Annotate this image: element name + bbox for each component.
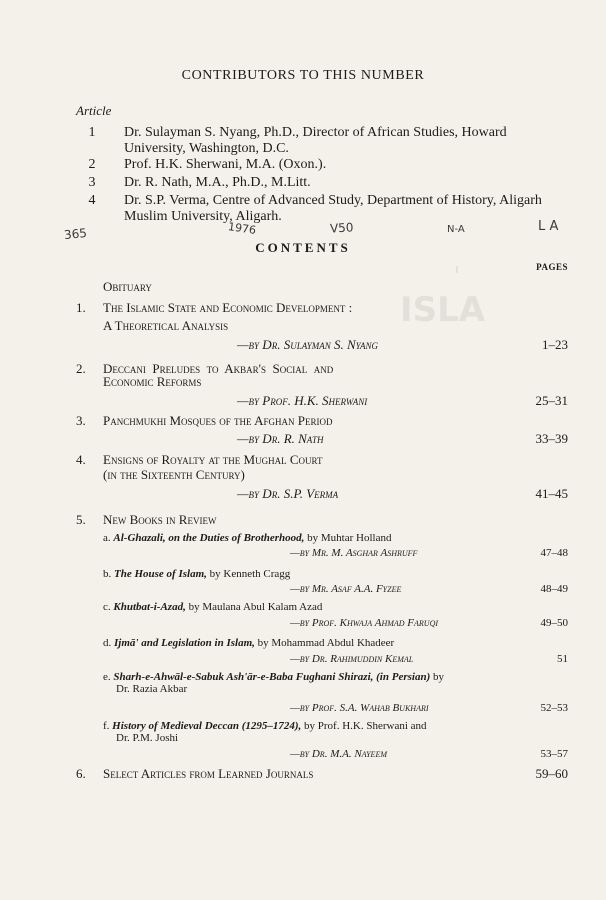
contributor-text: Prof. H.K. Sherwani, M.A. (Oxon.). bbox=[124, 157, 327, 172]
handwritten-note: N-A bbox=[447, 224, 465, 235]
review-pages: 52–53 bbox=[540, 702, 568, 714]
item-number: 5. bbox=[76, 512, 86, 527]
item-title: (in the Sixteenth Century) bbox=[103, 467, 245, 482]
review-letter: f. bbox=[103, 720, 110, 732]
review-byline: —by Mr. Asaf A.A. Fyzee bbox=[290, 583, 402, 595]
review-author: by Maulana Abul Kalam Azad bbox=[185, 601, 323, 613]
review-entry bbox=[103, 601, 523, 614]
review-byline: —by Prof. S.A. Wahab Bukhari bbox=[290, 702, 429, 714]
review-byline: —by Mr. M. Asghar Ashruff bbox=[290, 547, 418, 559]
review-author: by Mohammad Abdul Khadeer bbox=[254, 637, 395, 649]
item-title: New Books in Review bbox=[103, 512, 217, 527]
contributor-number: 4 bbox=[88, 193, 96, 208]
review-author: by bbox=[430, 671, 444, 683]
handwritten-note: 1976 bbox=[227, 220, 257, 237]
item-title: Economic Reforms bbox=[103, 374, 202, 389]
review-title: Al-Ghazali, on the Duties of Brotherhood, bbox=[113, 532, 305, 544]
article-label: Article bbox=[76, 103, 112, 118]
review-entry bbox=[103, 637, 523, 650]
item-title: Select Articles from Learned Journals bbox=[103, 766, 314, 781]
item-title: A Theoretical Analysis bbox=[103, 318, 229, 333]
contributor-number: 2 bbox=[88, 157, 96, 172]
item-pages: 25–31 bbox=[535, 393, 568, 408]
item-pages: 59–60 bbox=[535, 766, 568, 781]
review-pages: 48–49 bbox=[540, 583, 568, 595]
contributor-text: Dr. R. Nath, M.A., Ph.D., M.Litt. bbox=[124, 175, 311, 190]
review-byline: —by Dr. M.A. Nayeem bbox=[290, 748, 387, 760]
review-letter: d. bbox=[103, 637, 112, 649]
item-title: Ensigns of Royalty at the Mughal Court bbox=[103, 452, 323, 467]
review-entry bbox=[103, 532, 523, 545]
contributor-number: 1 bbox=[88, 125, 96, 140]
obituary-entry: Obituary bbox=[103, 279, 152, 294]
pages-label: PAGES bbox=[536, 262, 568, 272]
item-number: 1. bbox=[76, 300, 86, 315]
item-number: 3. bbox=[76, 413, 86, 428]
review-author: by Prof. H.K. Sherwani and bbox=[301, 720, 427, 732]
review-pages: 47–48 bbox=[540, 547, 568, 559]
review-entry bbox=[103, 568, 523, 581]
item-pages: 33–39 bbox=[535, 431, 568, 446]
item-number: 2. bbox=[76, 361, 86, 376]
item-byline: —by Dr. S.P. Verma bbox=[237, 486, 339, 501]
review-title: Khutbat-i-Azad, bbox=[113, 601, 186, 613]
review-author: by Muhtar Holland bbox=[304, 532, 392, 544]
contributor-text: Dr. S.P. Verma, Centre of Advanced Study, Department of History, Aligarh Muslim University, Aligarh. bbox=[124, 193, 542, 224]
review-title: The House of Islam, bbox=[114, 568, 207, 580]
review-pages: 49–50 bbox=[540, 617, 568, 629]
review-title: History of Medieval Deccan (1295–1724), bbox=[112, 720, 302, 732]
review-pages: 53–57 bbox=[540, 748, 568, 760]
item-byline: —by Dr. R. Nath bbox=[237, 431, 324, 446]
review-letter: c. bbox=[103, 601, 111, 613]
handwritten-note: 365 bbox=[63, 225, 88, 243]
review-letter: e. bbox=[103, 671, 111, 683]
item-title: Deccani Preludes to Akbar's Social and bbox=[103, 361, 334, 376]
review-byline: —by Dr. Rahimuddin Kemal bbox=[290, 653, 414, 665]
review-pages: 51 bbox=[557, 653, 568, 665]
item-byline: —by Prof. H.K. Sherwani bbox=[237, 393, 368, 408]
review-title: Ijmā' and Legislation in Islam, bbox=[114, 637, 255, 649]
review-byline: —by Prof. Khwaja Ahmad Faruqi bbox=[290, 617, 439, 629]
review-letter: b. bbox=[103, 568, 112, 580]
review-letter: a. bbox=[103, 532, 111, 544]
item-title: The Islamic State and Economic Development : bbox=[103, 300, 353, 315]
bleed-through-mark: ISLA bbox=[400, 290, 486, 330]
review-author-line: Dr. P.M. Joshi bbox=[116, 732, 179, 744]
item-byline: —by Dr. Sulayman S. Nyang bbox=[237, 337, 379, 352]
item-number: 4. bbox=[76, 452, 86, 467]
review-title: Sharh-e-Ahwāl-e-Sabuk Ash'ār-e-Baba Fughani Shirazi, (in Persian) bbox=[113, 671, 431, 683]
contributor-number: 3 bbox=[88, 175, 96, 190]
review-author: by Kenneth Cragg bbox=[206, 568, 291, 580]
bleed-through-mark: I bbox=[455, 265, 459, 276]
contents-heading: CONTENTS bbox=[255, 240, 351, 255]
item-number: 6. bbox=[76, 766, 86, 781]
contributors-heading: CONTRIBUTORS TO THIS NUMBER bbox=[181, 68, 425, 83]
item-pages: 41–45 bbox=[535, 486, 568, 501]
item-title: Panchmukhi Mosques of the Afghan Period bbox=[103, 413, 333, 428]
handwritten-note: LA bbox=[538, 219, 563, 234]
handwritten-note: V50 bbox=[329, 220, 354, 236]
review-author-line: Dr. Razia Akbar bbox=[116, 683, 188, 695]
item-pages: 1–23 bbox=[542, 337, 568, 352]
contributor-text: Dr. Sulayman S. Nyang, Ph.D., Director of African Studies, Howard University, Washington, D.C. bbox=[124, 125, 507, 156]
